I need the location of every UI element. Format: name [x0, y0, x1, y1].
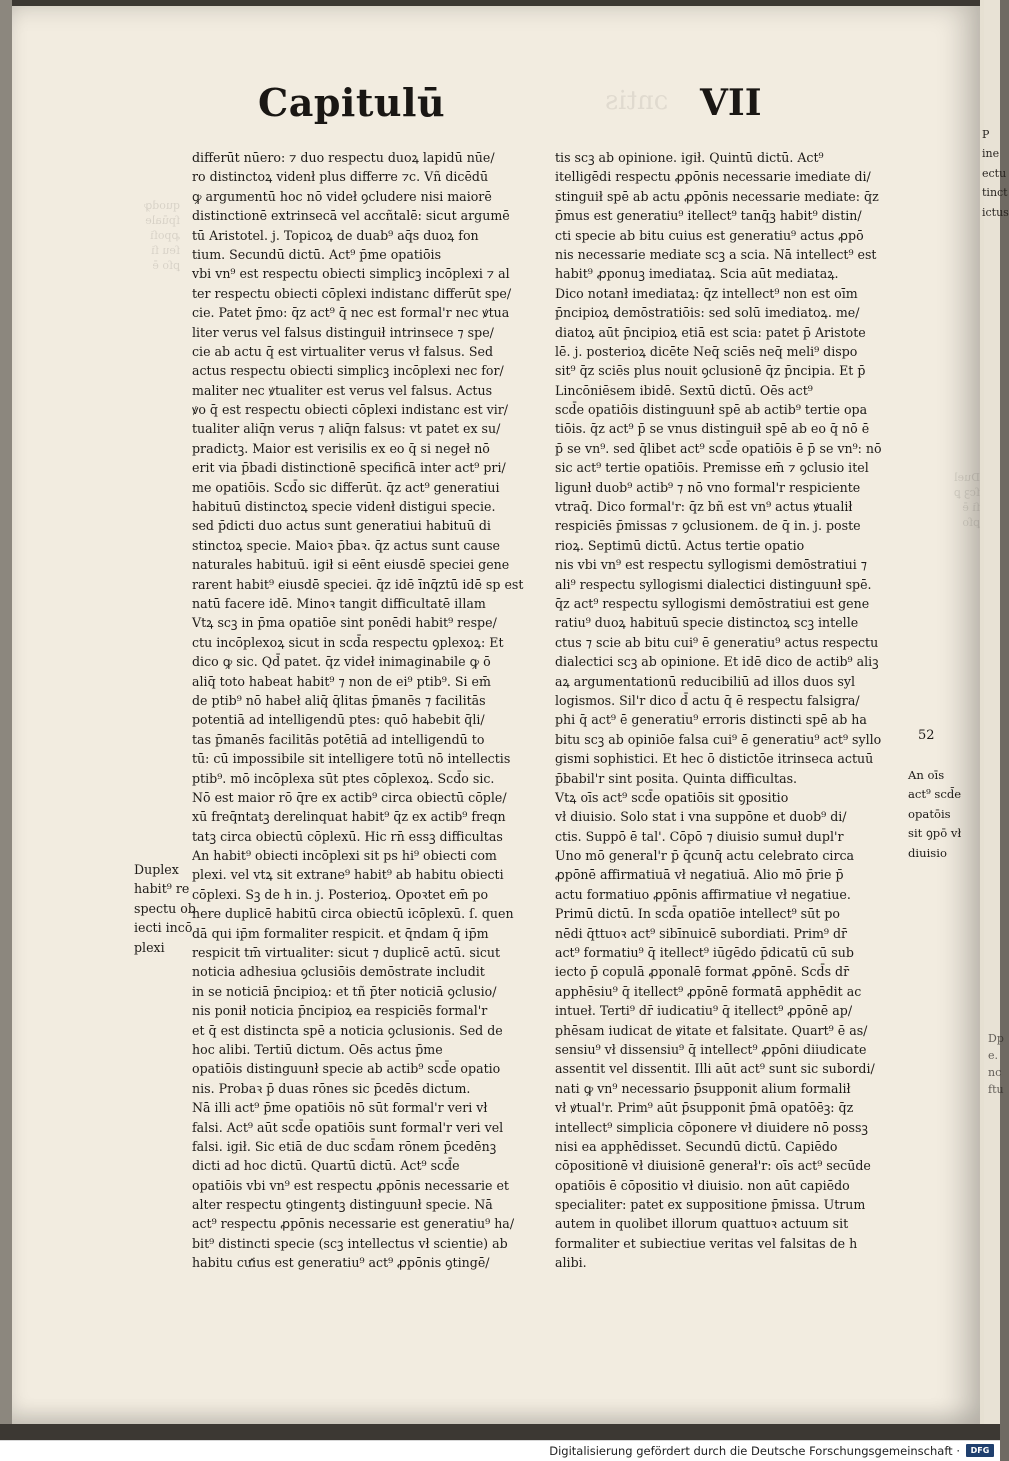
text-line: ctis. Suppō ē tal'. Cōpō ⁊ diuisio sumuł dupl'r — [555, 828, 844, 844]
text-line: actus respectu obiecti simplicꝫ incōplexi nec for/ — [192, 363, 504, 379]
text-line: assentit vel dissentit. Illi aūt act⁹ sunt sic subordi/ — [555, 1061, 875, 1077]
text-line: Lincōniēsem ibidē. Sextū dictū. Oēs act⁹ — [555, 382, 813, 398]
text-line: sit⁹ q̄z sciēs plus nouit ꝯclusionē q̄z p̄ncipia. Et p̄ — [555, 363, 866, 379]
text-line: dialectici scꝫ ab opinione. Et idē dico de actib⁹ aliꝫ — [555, 654, 879, 670]
text-line: me opatiōis. Scd̄o sic differūt. q̄z act⁹ generatiui — [192, 479, 500, 495]
text-line: cie ab actu q̄ est virtualiter verus vł falsus. Sed — [192, 343, 494, 359]
marginal-note-left — [134, 860, 196, 957]
text-line: P — [982, 128, 990, 141]
text-line: Nō est maior rō q̄re ex actib⁹ circa obiectū cōple/ — [192, 789, 507, 805]
text-line: cie. Patet p̄mo: q̄z act⁹ q̄ nec est formal'r nec ꝟtua — [192, 305, 510, 321]
text-line: Primū dictū. In scd̄a opatiōe intellect⁹ sūt po — [555, 906, 840, 922]
text-line: An oīs — [908, 768, 945, 782]
text-line: Nā illi act⁹ p̄me opatiōis nō sūt formal'r veri vł — [192, 1100, 488, 1116]
text-line: falsi. igił. Sic etiā de duc scd̄am rōnem p̄cedēnꝫ — [192, 1138, 497, 1154]
text-line: tis scꝫ ab opinione. igił. Quintū dictū. Act⁹ — [555, 150, 824, 165]
text-line: habitu cuius est generatiu⁹ act⁹ ꝓpōnis ꝯtingē/ — [192, 1255, 490, 1271]
text-line: habit⁹ re — [134, 881, 190, 897]
text-line: specialiter: patet ex suppositione p̄missa. Utrum — [555, 1197, 866, 1213]
text-line: gismi sophistici. Et hec ō distictōe itrinseca actuū — [555, 751, 874, 767]
text-line: stinctoꝝ specie. Maioꝛ p̄baꝛ. q̄z actus sunt cause — [192, 537, 500, 553]
text-line: nis necessarie mediate scꝫ a scia. Nā intellect⁹ est — [555, 246, 877, 262]
text-line: diatoꝝ aūt p̄ncipioꝝ etiā est scia: patet p̄ Aristote — [555, 324, 866, 340]
ink-speck — [248, 1258, 256, 1264]
text-line: tū: cū impossibile sit intelligere totū nō intellectis — [192, 751, 511, 767]
text-line: liter verus vel falsus distinguił intrinsece ⁊ spe/ — [192, 324, 494, 340]
text-line: An habit⁹ obiecti incōplexi sit ps hi⁹ obiecti com — [192, 848, 497, 864]
text-line: phēsam iudicat de ꝟitate et falsitate. Quart⁹ ē as/ — [555, 1022, 868, 1038]
next-page-text-fragment — [982, 126, 1009, 223]
text-line: stinguił spē ab actu ꝓpōnis necessarie mediate: q̄z — [555, 188, 879, 204]
text-line: ꝙ argumentū hoc nō videł ꝯcludere nisi maiorē — [192, 188, 492, 204]
text-line: ectu — [982, 166, 1007, 180]
text-line: de ptib⁹ nō habeł aliq̄ q̄litas p̄manēs ⁊ facilitās — [192, 692, 486, 708]
text-line: maliter nec ꝟtualiter est verus vel falsus. Actus — [192, 382, 493, 398]
text-line: potentiā ad intelligendū ptes: quō habebit q̄li/ — [192, 712, 485, 728]
text-line: alibi. — [555, 1255, 587, 1271]
text-line: rarent habit⁹ eiusdē speciei. q̄z idē īnq̄ztū idē sp est — [192, 576, 524, 592]
text-line: iecti incō — [134, 920, 193, 936]
text-line: cōpositionē vł diuisionē generał'r: oīs act⁹ secūde — [555, 1158, 871, 1174]
text-line: tū Aristotel. j. Topicoꝝ de duab⁹ aq̄s duoꝝ fon — [192, 227, 479, 243]
text-line: tatꝫ circa obiectū cōplexū. Hic rn̄ essꝫ difficultas — [192, 828, 503, 844]
text-line: iecto p̄ copulā ꝓponalē format ꝓpōnē. Scd̄s dr̄ — [555, 964, 850, 980]
text-line: plexi. vel vtꝝ sit extrane⁹ habit⁹ ab habitu obiecti — [192, 867, 504, 883]
text-line: actu formatiuo ꝓpōnis affirmatiue vł negatiue. — [555, 886, 851, 902]
text-line: nis vbi vn⁹ est respectu syllogismi demōstratiui ⁊ — [555, 557, 868, 573]
text-line: ter respectu obiecti cōplexi indistanc differūt spe/ — [192, 285, 512, 301]
text-line: ꝓpōnē affirmatiuā vł negatiuā. Alio mō p̄rie p̄ — [555, 867, 844, 883]
show-through-heading: ɔntis — [605, 86, 669, 116]
text-line: plexi — [134, 939, 165, 955]
text-line: itelligēdi respectu ꝓpōnis necessarie imediate di/ — [555, 169, 871, 185]
text-line: ine — [982, 147, 1000, 161]
text-line: xū freq̄ntatꝫ derelinquat habit⁹ q̄z ex actib⁹ freqn — [192, 809, 506, 825]
text-line: sensiu⁹ vł dissensiu⁹ q̄ intellect⁹ ꝓpōni diiudicate — [555, 1041, 867, 1057]
running-header — [0, 80, 1000, 140]
text-line: q̄z act⁹ respectu syllogismi demōstratiui est gene — [555, 595, 870, 611]
text-line: Duplex — [134, 862, 179, 877]
text-line: sic act⁹ tertie opatiōis. Premisse em̄ ⁊ ꝯclusio itel — [555, 460, 869, 476]
text-line: dā qui ip̄m formaliter respicit. et q̄ndam q̄ ip̄m — [192, 925, 489, 941]
digitization-footer — [0, 1440, 1000, 1461]
text-line: ali⁹ respectu syllogismi dialectici distinguunł spē. — [555, 576, 872, 592]
text-line: opatiōis distinguunł specie ab actib⁹ scd̄e opatio — [192, 1061, 501, 1077]
text-line: act⁹ respectu ꝓpōnis necessarie est generatiu⁹ ha/ — [192, 1216, 515, 1232]
text-line: cōplexi. Sꝫ de h in. j. Posterioꝝ. Opoꝛtet em̄ po — [192, 886, 489, 902]
text-line: Vtꝝ oīs act⁹ scd̄e opatiōis sit ꝯpositio — [555, 789, 789, 805]
text-column-left — [192, 148, 542, 1273]
text-line: scd̄e opatiōis distinguunł spē ab actib⁹ tertie opa — [555, 402, 868, 418]
text-line: nēdi q̄ttuoꝛ act⁹ sibīnuicē subordiati. Prim⁹ dr̄ — [555, 925, 848, 941]
chapter-heading: Capitulū — [258, 80, 446, 125]
text-line: ratiu⁹ duoꝝ habituū specie distinctoꝝ scꝫ intelle — [555, 615, 859, 631]
text-line: ctus ⁊ scie ab bitu cui⁹ ē generatiu⁹ actus respectu — [555, 634, 879, 650]
text-line: nere duplicē habitū circa obiectū icōplexū. ſ. quen — [192, 906, 514, 922]
text-line: vtraq̄. Dico formal'r: q̄z bñ est vn⁹ actus ꝟtualił — [555, 499, 853, 515]
text-line: lē. j. posterioꝝ dicēte Neq̄ sciēs neq̄ meli⁹ dispo — [555, 343, 858, 359]
book-edge-left — [0, 0, 12, 1424]
text-line: formaliter et subiectiue veritas vel falsitas de h — [555, 1235, 858, 1251]
dfg-logo: DFG — [966, 1444, 994, 1457]
text-line: habit⁹ ꝓponuꝫ imediataꝝ. Scia aūt mediataꝝ. — [555, 266, 839, 282]
text-line: nisi ea apphēdisset. Secundū dictū. Capiēdo — [555, 1138, 838, 1154]
text-line: ictus — [982, 205, 1009, 219]
text-column-right — [555, 148, 905, 1273]
text-line: logismos. Sil'r dico d̄ actu q̄ ē respectu falsigra/ — [555, 692, 860, 708]
text-line: ptib⁹. mō incōplexa sūt ptes cōplexoꝝ. Scd̄o sic. — [192, 770, 495, 786]
show-through-text-right: Duel ſcꝫ ꝑ ſi ē ꝑſo — [953, 471, 980, 529]
text-line: phi q̄ act⁹ ē generatiu⁹ erroris distincti spē ab ha — [555, 712, 867, 728]
text-line: tas p̄manēs facilitās potētiā ad intelligendū to — [192, 731, 485, 747]
text-line: tiōis. q̄z act⁹ p̄ se vnus distinguił spē ab eo q̄ nō ē — [555, 421, 870, 437]
text-line: tium. Secundū dictū. Act⁹ p̄me opatiōis — [192, 246, 442, 262]
text-line: aꝝ argumentationū reducibiliū ad illos duos syl — [555, 673, 855, 689]
text-line: p̄mus est generatiu⁹ itellect⁹ tanq̄ꝫ habit⁹ distin/ — [555, 208, 862, 224]
text-line: et q̄ est distincta spē a noticia ꝯclusionis. Sed de — [192, 1022, 503, 1038]
text-line: dicti ad hoc dictū. Quartū dictū. Act⁹ scd̄e — [192, 1158, 460, 1174]
show-through-text-left: quodꝙ ſpūale ꝓpoſi ſeu ſi ꝑſo ē — [143, 199, 180, 272]
text-line: erit via p̄badi distinctionē specificā inter act⁹ pri/ — [192, 460, 506, 476]
text-line: differūt nūero: ⁊ duo respectu duoꝝ lapidū nūe/ — [192, 150, 495, 165]
text-line: ctu incōplexoꝝ sicut in scd̄a respectu ꝯplexoꝝ: Et — [192, 634, 504, 650]
text-line: ro distinctoꝝ videnł plus differre ⁊c. Vñ dicēdū — [192, 169, 489, 185]
text-line: intueł. Terti⁹ dr̄ iudicatiu⁹ q̄ itellect⁹ ꝓpōnē ap/ — [555, 1003, 853, 1019]
text-line: pradictꝫ. Maior est verisilis ex eo q̄ si negeł nō — [192, 440, 490, 456]
text-line: p̄ se vn⁹. sed q̄libet act⁹ scd̄e opatiōis ē p̄ se vn⁹: nō — [555, 440, 882, 456]
text-line: nis ponił noticia p̄ncipioꝝ ea respiciēs formal'r — [192, 1003, 488, 1019]
text-line: opatiōis vbi vn⁹ est respectu ꝓpōnis necessarie et — [192, 1177, 509, 1193]
text-line: sed p̄dicti duo actus sunt generatiui habituū di — [192, 518, 491, 534]
text-line: cti specie ab bitu cuius est generatiu⁹ actus ꝓpō — [555, 227, 864, 243]
text-line: falsi. Act⁹ aūt scd̄e opatiōis sunt formal'r veri vel — [192, 1119, 504, 1135]
text-line: habituū distinctoꝝ specie videnł distigui specie. — [192, 499, 496, 515]
text-line: vł ꝟtual'r. Prim⁹ aūt p̄supponit p̄mā opatōēꝫ: q̄z — [555, 1100, 854, 1116]
text-line: nati ꝙ vn⁹ necessario p̄supponit alium formalił — [555, 1080, 851, 1096]
text-line: p̄ncipioꝝ demōstratiōis: sed solū imediatoꝝ. me/ — [555, 305, 860, 321]
text-line: vbi vn⁹ est respectu obiecti simplicꝫ incōplexi ⁊ al — [192, 266, 510, 282]
footer-credit: Digitalisierung gefördert durch die Deutsche Forschungsgemeinschaft · — [549, 1444, 960, 1458]
text-line: natū facere idē. Minoꝛ tangit difficultatē illam — [192, 595, 486, 611]
text-line: spectu ob — [134, 900, 196, 916]
text-line: rioꝝ. Septimū dictū. Actus tertie opatio — [555, 537, 805, 553]
text-line: hoc alibi. Tertiū dictum. Oēs actus p̄me — [192, 1041, 443, 1057]
text-line: bit⁹ distincti specie (scꝫ intellectus vł scientie) ab — [192, 1235, 508, 1251]
text-line: Dico notanł imediataꝝ: q̄z intellect⁹ non est oīm — [555, 285, 858, 301]
text-line: nis. Probaꝛ p̄ duas rōnes sic p̄cedēs dictum. — [192, 1080, 471, 1096]
text-line: distinctionē extrinsecā vel accñtalē: sicut argumē — [192, 208, 510, 224]
text-line: act⁹ formatiu⁹ q̄ itellect⁹ iūgēdo p̄dicatū cū sub — [555, 945, 854, 961]
text-line: opatiōis ē cōpositio vł diuisio. non aūt capiēdo — [555, 1177, 850, 1193]
next-page-text-fragment-lower: Dp e. nc ftu — [988, 1032, 1004, 1096]
text-line: tinct — [982, 186, 1008, 200]
text-line: aliq̄ toto habeat habit⁹ ⁊ non de ei⁹ ptib⁹. Si em̄ — [192, 673, 491, 689]
text-line: naturales habituū. igił si eēnt eiusdē speciei gene — [192, 557, 510, 573]
text-line: in se noticiā p̄ncipioꝝ: et tñ p̄ter noticiā ꝯclusio/ — [192, 983, 497, 999]
text-line: vł diuisio. Solo stat i vna suppōne et duob⁹ di/ — [555, 809, 847, 825]
text-line: tualiter aliq̄n verus ⁊ aliq̄n falsus: vt patet ex su/ — [192, 421, 501, 437]
text-line: opatōis — [908, 806, 951, 821]
text-line: alter respectu ꝯtingentꝫ distinguunł specie. Nā — [192, 1197, 493, 1213]
text-line: Vtꝝ scꝫ in p̄ma opatiōe sint ponēdi habit⁹ respe/ — [192, 615, 497, 631]
text-line: dico ꝙ sic. Qd̄ patet. q̄z videł inimaginabile ꝙ ō — [192, 654, 491, 670]
text-line: bitu scꝫ ab opiniōe falsa cui⁹ ē generatiu⁹ act⁹ syllo — [555, 731, 882, 747]
text-line: noticia adhesiua ꝯclusiōis demōstrate includit — [192, 964, 485, 980]
text-line: apphēsiu⁹ q̄ itellect⁹ ꝓpōnē formatā apphēdit ac — [555, 983, 862, 999]
text-line: diuisio — [908, 845, 947, 860]
text-line: act⁹ scd̄e — [908, 787, 962, 802]
marginal-note-right — [908, 766, 978, 863]
text-line: p̄babil'r sint posita. Quinta difficultas. — [555, 770, 798, 786]
text-line: sit ꝯpō vł — [908, 826, 962, 841]
folio-mark: 52 — [918, 728, 935, 743]
text-line: ꝟo q̄ est respectu obiecti cōplexi indistanc est vir/ — [192, 402, 509, 418]
text-line: respiciēs p̄missas ⁊ ꝯclusionem. de q̄ in. j. poste — [555, 518, 861, 534]
text-line: respicit tm̄ virtualiter: sicut ⁊ duplicē actū. sicut — [192, 945, 501, 961]
chapter-number: VII — [700, 82, 762, 124]
text-line: ligunł duob⁹ actib⁹ ⁊ nō vno formal'r respiciente — [555, 479, 861, 495]
text-line: autem in quolibet illorum quattuoꝛ actuum sit — [555, 1216, 849, 1232]
text-line: Uno mō general'r p̄ q̄cunq̄ actu celebrato circa — [555, 848, 855, 864]
text-line: intellect⁹ simplicia cōponere vł diuidere nō possꝫ — [555, 1119, 868, 1135]
